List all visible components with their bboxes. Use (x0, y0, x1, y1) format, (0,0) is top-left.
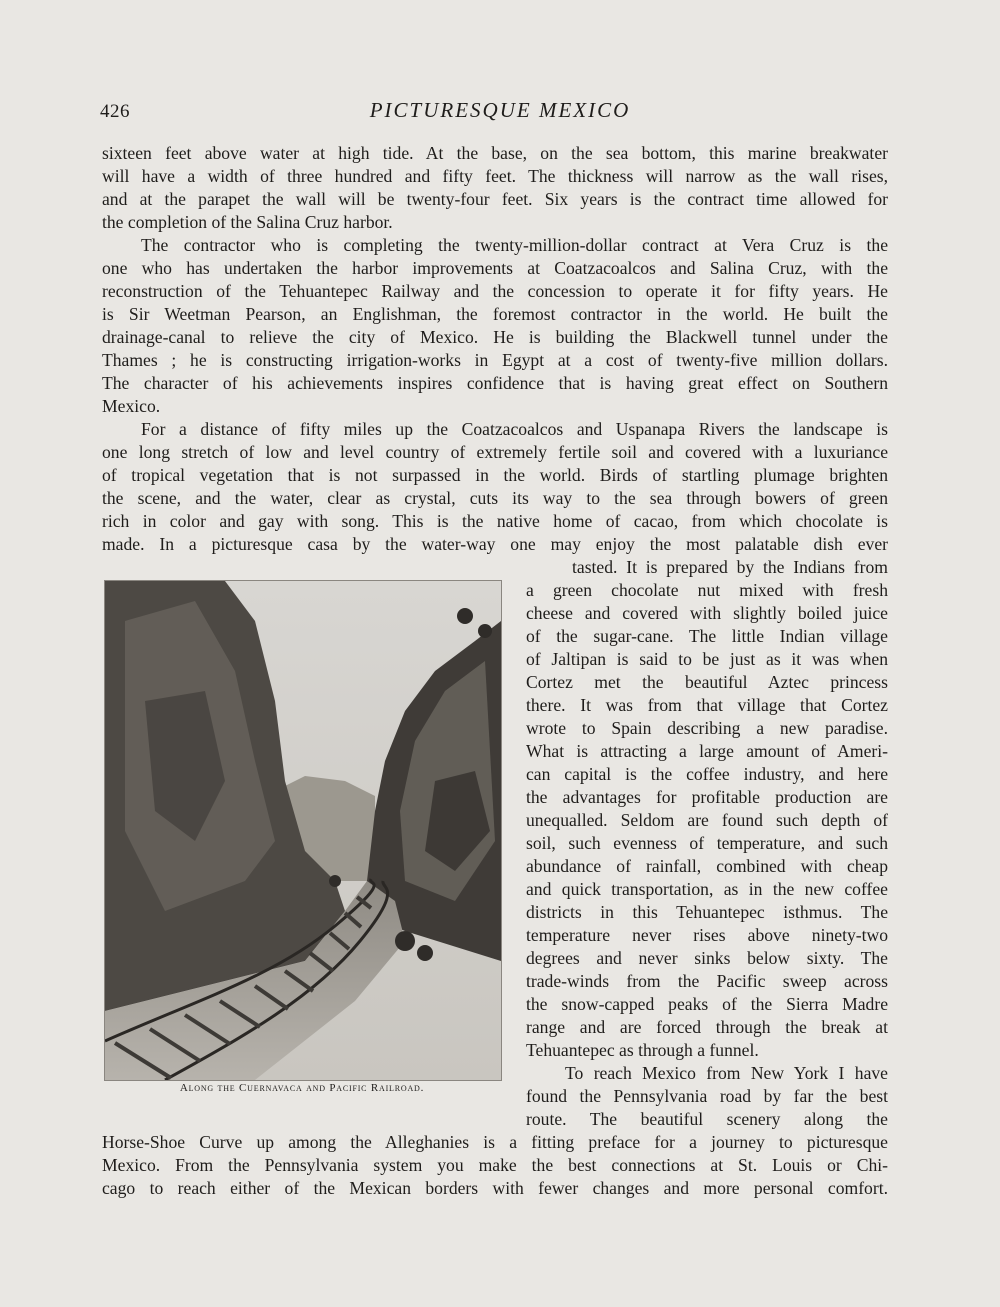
text-line: one who has undertaken the harbor improvements at Coatzacoalcos and Salina Cruz, with the (102, 258, 888, 278)
text-line: made. In a picturesque casa by the water-way one may enjoy the most palatable dish ever (102, 534, 888, 554)
text-line: Cortez met the beautiful Aztec princess (526, 672, 888, 692)
text-line: sixteen feet above water at high tide. At the base, on the sea bottom, this marine breakwater (102, 143, 888, 163)
text-line: districts in this Tehuantepec isthmus. The (526, 902, 888, 922)
text-line: cago to reach either of the Mexican borders with fewer changes and more personal comfort. (102, 1178, 888, 1198)
text-line: unequalled. Seldom are found such depth of (526, 810, 888, 830)
text-line: Mexico. From the Pennsylvania system you make the best connections at St. Louis or Chi- (102, 1155, 888, 1175)
text-line: degrees and never sinks below sixty. The (526, 948, 888, 968)
text-line: Mexico. (102, 396, 161, 416)
text-line: can capital is the coffee industry, and here (526, 764, 888, 784)
text-line: and quick transportation, as in the new coffee (526, 879, 888, 899)
text-line: trade-winds from the Pacific sweep across (526, 971, 888, 991)
running-head: PICTURESQUE MEXICO (369, 98, 631, 122)
text-line: reconstruction of the Tehuantepec Railway and the concession to operate it for fifty years. He (102, 281, 888, 301)
text-line: one long stretch of low and level country of extremely fertile soil and covered with a luxuriance (102, 442, 888, 462)
text-line: wrote to Spain describing a new paradise. (526, 718, 888, 738)
text-line: rich in color and gay with song. This is the native home of cacao, from which chocolate is (102, 511, 888, 531)
text-line: What is attracting a large amount of Ameri- (526, 741, 888, 761)
railroad-photograph (104, 580, 502, 1081)
text-line: the advantages for profitable production are (526, 787, 888, 807)
text-line: tasted. It is prepared by the Indians from (572, 557, 888, 577)
text-line: of tropical vegetation that is not surpassed in the world. Birds of startling plumage brighten (102, 465, 888, 485)
text-line: of Jaltipan is said to be just as it was when (526, 649, 888, 669)
text-line: The contractor who is completing the twenty-million-dollar contract at Vera Cruz is the (141, 235, 888, 255)
text-line: Tehuantepec as through a funnel. (526, 1040, 759, 1060)
text-line: The character of his achievements inspires confidence that is having great effect on Southern (102, 373, 888, 393)
text-line: will have a width of three hundred and fifty feet. The thickness will narrow as the wall rises, (102, 166, 888, 186)
text-line: Horse-Shoe Curve up among the Alleghanies is a fitting preface for a journey to picturesque (102, 1132, 888, 1152)
text-line: there. It was from that village that Cortez (526, 695, 888, 715)
text-line: Thames ; he is constructing irrigation-works in Egypt at a cost of twenty-five million dollars. (102, 350, 888, 370)
text-line: route. The beautiful scenery along the (526, 1109, 888, 1129)
page-number: 426 (100, 101, 130, 122)
figure-caption: Along the Cuernavaca and Pacific Railroad. (179, 1082, 425, 1094)
text-line: cheese and covered with slightly boiled juice (526, 603, 888, 623)
text-line: a green chocolate nut mixed with fresh (526, 580, 888, 600)
text-line: found the Pennsylvania road by far the best (526, 1086, 888, 1106)
text-line: For a distance of fifty miles up the Coatzacoalcos and Uspanapa Rivers the landscape is (141, 419, 888, 439)
text-line: is Sir Weetman Pearson, an Englishman, the foremost contractor in the world. He built the (102, 304, 888, 324)
text-line: the scene, and the water, clear as crystal, cuts its way to the sea through bowers of green (102, 488, 888, 508)
canyon-railway-illustration (105, 581, 501, 1080)
text-line: range and are forced through the break at (526, 1017, 888, 1037)
text-line: drainage-canal to relieve the city of Mexico. He is building the Blackwell tunnel under the (102, 327, 888, 347)
text-line: the snow-capped peaks of the Sierra Madre (526, 994, 888, 1014)
text-line: soil, such evenness of temperature, and such (526, 833, 888, 853)
text-line: of the sugar-cane. The little Indian village (526, 626, 888, 646)
text-line: the completion of the Salina Cruz harbor. (102, 212, 393, 232)
text-line: abundance of rainfall, combined with cheap (526, 856, 888, 876)
text-line: To reach Mexico from New York I have (565, 1063, 888, 1083)
text-line: temperature never rises above ninety-two (526, 925, 888, 945)
text-line: and at the parapet the wall will be twenty-four feet. Six years is the contract time allowed for (102, 189, 888, 209)
